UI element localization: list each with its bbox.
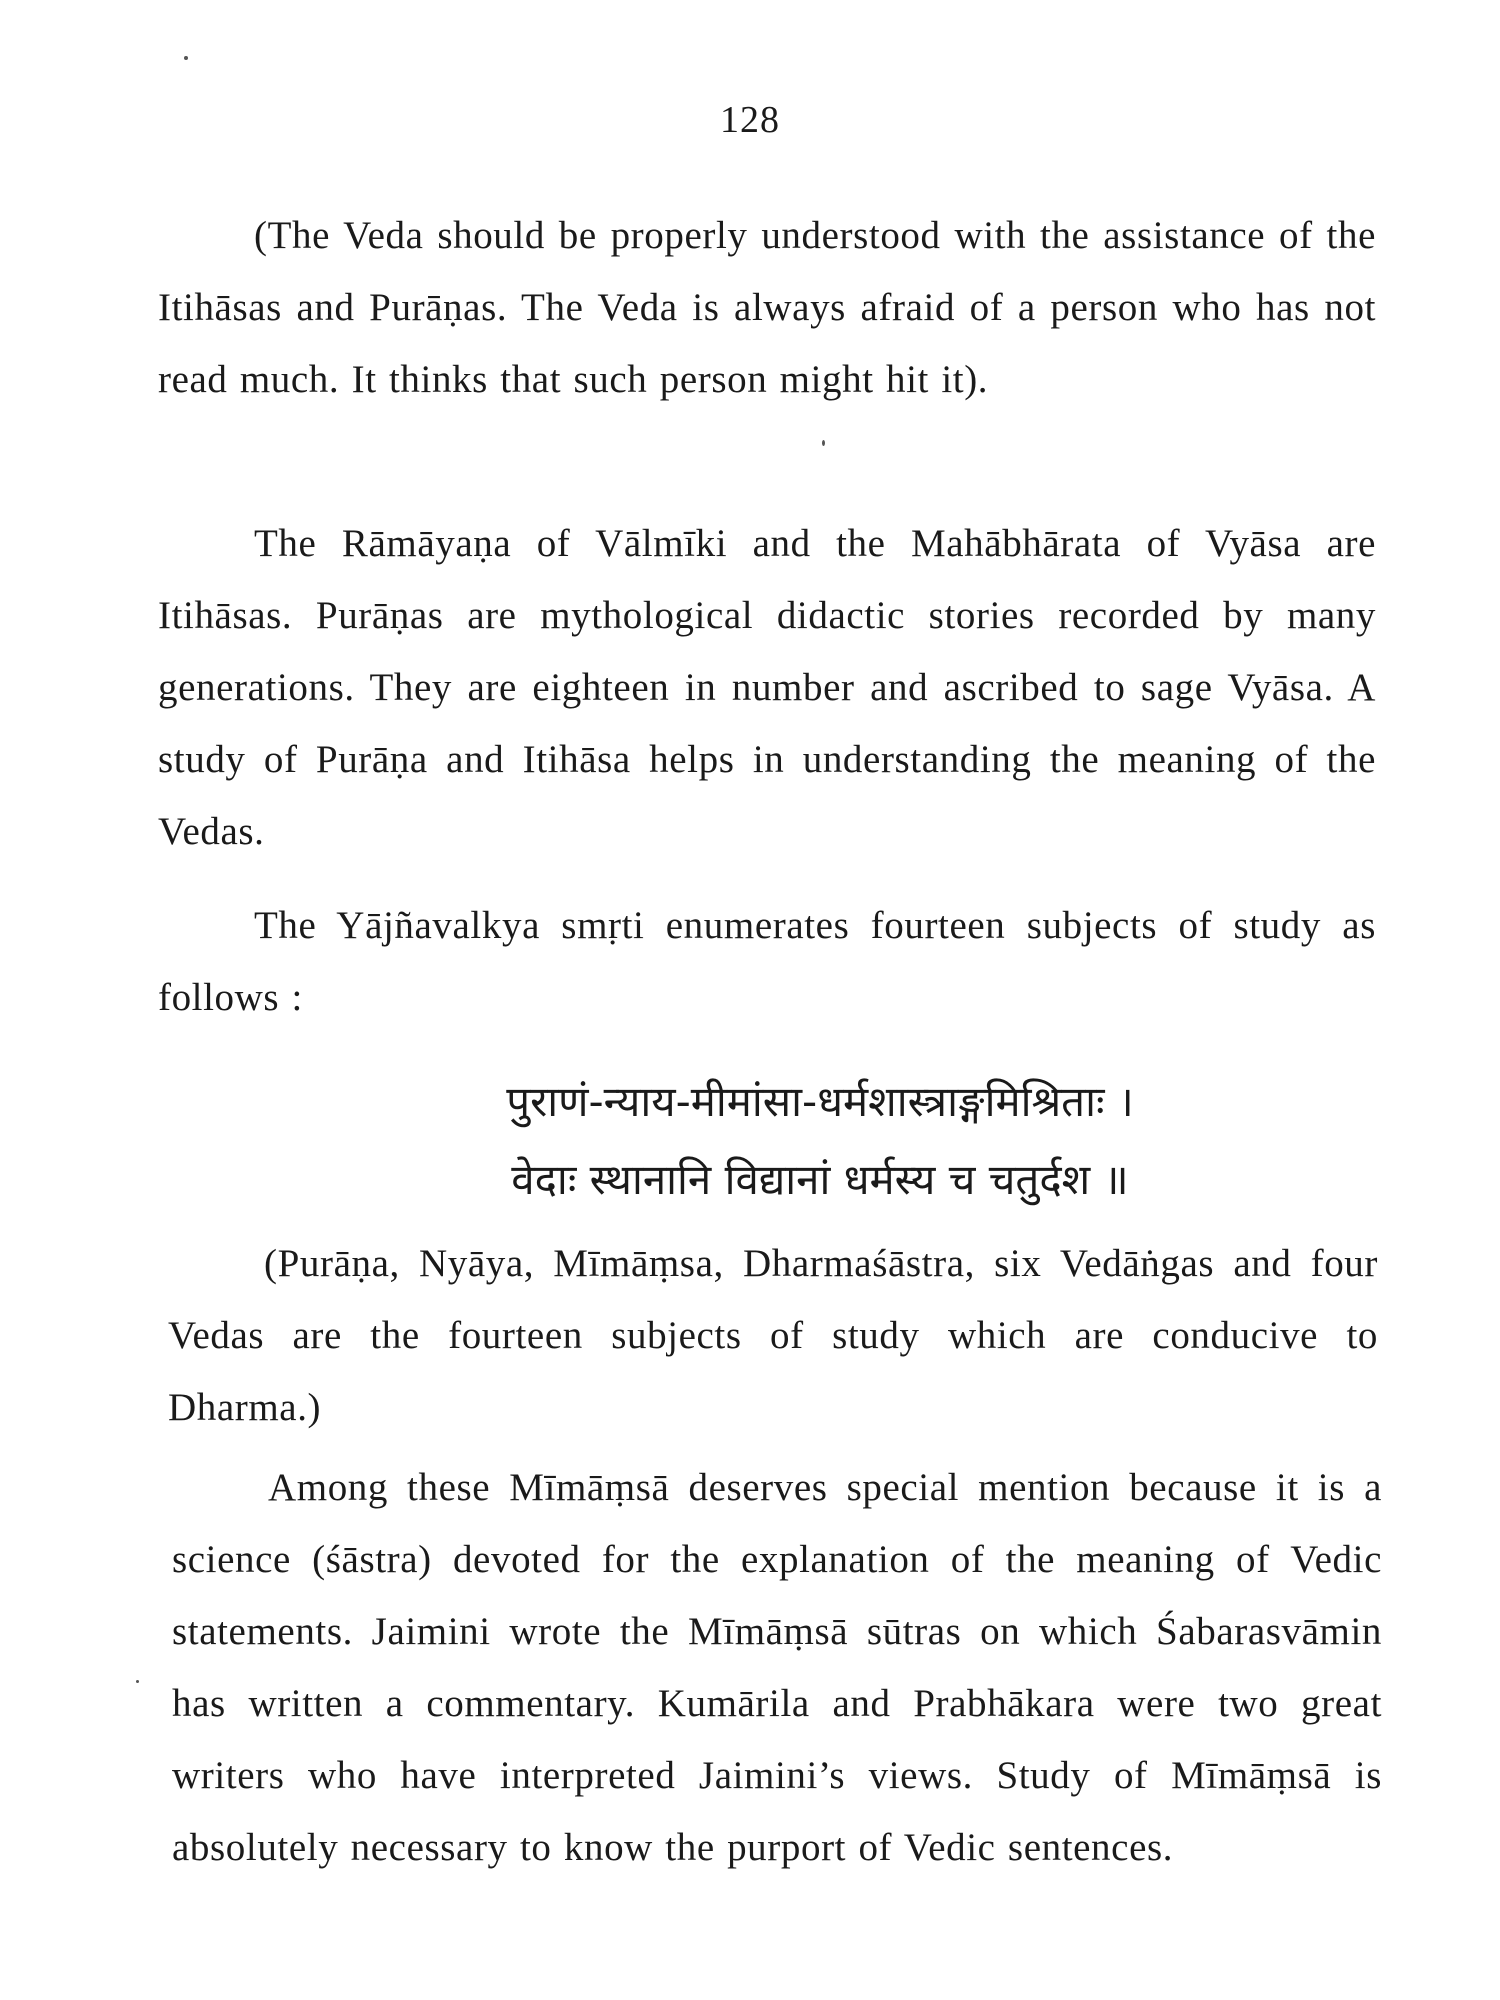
- paragraph-veda-understanding: [158, 200, 1376, 416]
- paragraph-mimamsa: [172, 1452, 1382, 1884]
- sanskrit-verse-line-1: पुराणं-न्याय-मीमांसा-धर्मशास्त्राङ्गमिश्रिताः ।: [506, 1077, 1134, 1126]
- scan-speck: [136, 1680, 139, 1683]
- paragraph-text: (The Veda should be properly understood with the assistance of the Itihāsas and Purāṇas. The Veda is always afraid of a person who has not read much. It thinks that such person might hit it).: [158, 214, 1376, 401]
- scan-speck: [184, 56, 188, 60]
- sanskrit-verse-line-2: वेदाः स्थानानि विद्यानां धर्मस्य च चतुर्दश ॥: [511, 1155, 1129, 1204]
- paragraph-yajnavalkya-smrti: [158, 890, 1376, 1034]
- page-number: 128: [720, 99, 780, 141]
- paragraph-text: Among these Mīmāṃsā deserves special mention because it is a science (śāstra) devoted for the explanation of the meaning of Vedic statements. Jaimini wrote the Mīmāṃsā sūtras on which Śabarasvāmin has written a commentary. Kumārila and Prabhākara were two great writers who have interpreted Jaimini’s views. Study of Mīmāṃsā is absolutely necessary to know the purport of Vedic sentences.: [172, 1466, 1382, 1869]
- paragraph-verse-translation: [168, 1228, 1378, 1444]
- paragraph-text: The Rāmāyaṇa of Vālmīki and the Mahābhārata of Vyāsa are Itihāsas. Purāṇas are mythological didactic stories recorded by many generations. They are eighteen in number and ascribed to sage Vyāsa. A study of Purāṇa and Itihāsa helps in understanding the meaning of the Vedas.: [158, 522, 1376, 853]
- scan-speck: [822, 440, 825, 446]
- paragraph-text: The Yājñavalkya smṛti enumerates fourteen subjects of study as follows :: [158, 904, 1376, 1019]
- paragraph-text: (Purāṇa, Nyāya, Mīmāṃsa, Dharmaśāstra, six Vedāṅgas and four Vedas are the fourteen subjects of study which are conducive to Dharma.): [168, 1242, 1378, 1429]
- paragraph-itihasas-puranas: [158, 508, 1376, 868]
